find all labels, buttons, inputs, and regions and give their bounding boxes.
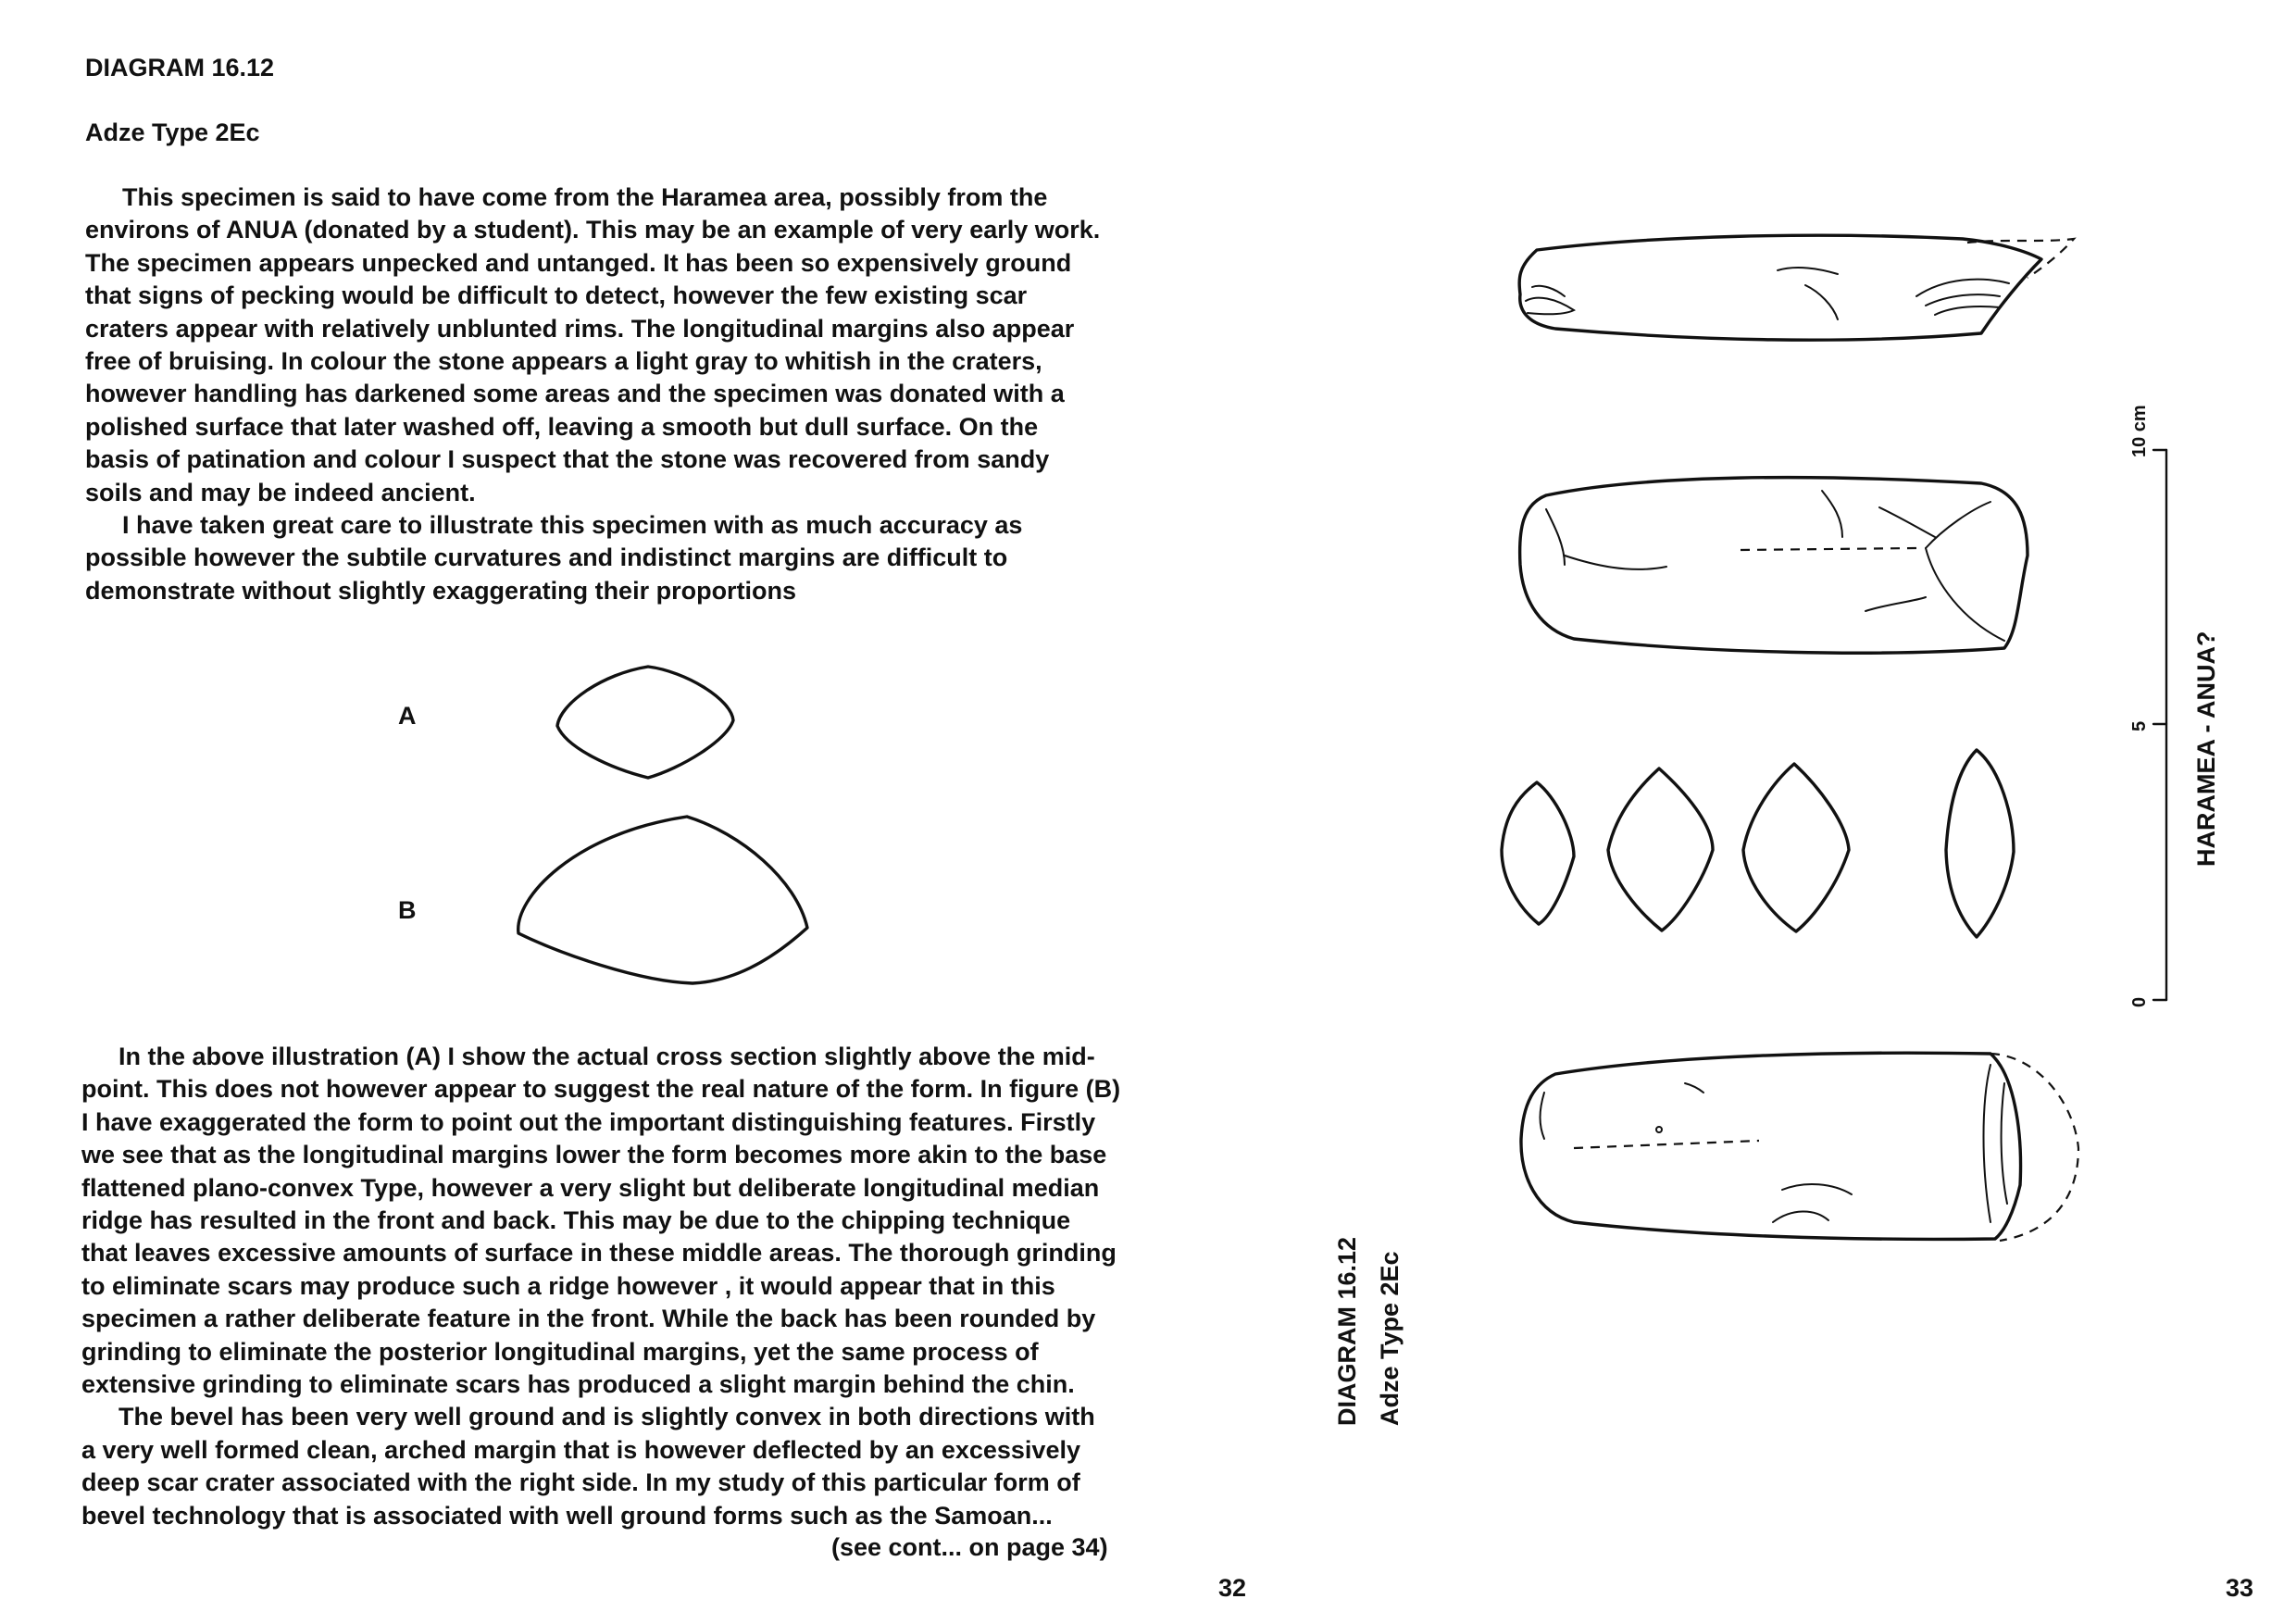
- text-line: environs of ANUA (donated by a student). This may be an example of very early work.: [85, 216, 1101, 244]
- page-number-left: 32: [1218, 1574, 1247, 1602]
- scale-label-10cm: 10 cm: [2129, 405, 2150, 457]
- text-line: I have exaggerated the form to point out the important distinguishing features. Firstly: [81, 1107, 1096, 1136]
- scale-label-0: 0: [2129, 996, 2150, 1007]
- text-line: a very well formed clean, arched margin that is however deflected by an excessively: [81, 1435, 1080, 1464]
- text-line: In the above illustration (A) I show the actual cross section slightly above the mid-: [119, 1043, 1095, 1070]
- scale-bar: [0, 0, 1, 1]
- text-line: demonstrate without slightly exaggerating their proportions: [85, 576, 797, 605]
- text-line: extensive grinding to eliminate scars has produced a slight margin behind the chin.: [81, 1370, 1075, 1399]
- text-line: we see that as the longitudinal margins lower the form becomes more akin to the base: [81, 1141, 1107, 1169]
- text-line: deep scar crater associated with the right side. In my study of this particular form of: [81, 1468, 1080, 1497]
- text-line: This specimen is said to have come from the Haramea area, possibly from the: [122, 183, 1048, 211]
- adze-type-subheading: Adze Type 2Ec: [85, 119, 260, 146]
- text-line: The bevel has been very well ground and is slightly convex in both directions with: [119, 1403, 1095, 1431]
- text-line: craters appear with relatively unblunted rims. The longitudinal margins also appear: [85, 314, 1075, 343]
- scale-label-5: 5: [2129, 720, 2150, 731]
- caption-subtitle-rotated: Adze Type 2Ec: [1376, 1251, 1404, 1426]
- text-line: to eliminate scars may produce such a ridge however , it would appear that in this: [81, 1271, 1055, 1300]
- text-line: free of bruising. In colour the stone appears a light gray to whitish in the craters,: [85, 347, 1042, 376]
- text-line: grinding to eliminate the posterior longitudinal margins, yet the same process of: [81, 1337, 1039, 1366]
- text-line: however handling has darkened some areas and the specimen was donated with a: [85, 380, 1065, 408]
- analysis-text-block: [81, 1041, 1248, 1532]
- diagram-heading: DIAGRAM 16.12: [85, 54, 275, 81]
- intro-text-block: [85, 181, 1242, 607]
- location-label: HARAMEA - ANUA?: [2192, 631, 2220, 867]
- continuation-note: (see cont... on page 34): [831, 1533, 1108, 1561]
- caption-title-rotated: DIAGRAM 16.12: [1333, 1236, 1361, 1426]
- text-line: bevel technology that is associated with well ground forms such as the Samoan...: [81, 1501, 1053, 1530]
- figure-label-a: A: [398, 702, 417, 730]
- text-line: that leaves excessive amounts of surface in these middle areas. The thorough grinding: [81, 1239, 1117, 1268]
- text-line: soils and may be indeed ancient.: [85, 478, 476, 506]
- text-line: I have taken great care to illustrate this specimen with as much accuracy as: [122, 511, 1023, 540]
- page-number-right: 33: [2226, 1574, 2254, 1602]
- text-line: possible however the subtile curvatures and indistinct margins are difficult to: [85, 543, 1008, 572]
- text-line: that signs of pecking would be difficult to detect, however the few existing scar: [85, 281, 1028, 310]
- text-line: specimen a rather deliberate feature in the front. While the back has been rounded by: [81, 1305, 1096, 1333]
- text-line: The specimen appears unpecked and untanged. It has been so expensively ground: [85, 248, 1072, 277]
- text-line: flattened plano-convex Type, however a very slight but deliberate longitudinal median: [81, 1173, 1100, 1202]
- text-line: polished surface that later washed off, leaving a smooth but dull surface. On the: [85, 412, 1039, 441]
- text-line: point. This does not however appear to suggest the real nature of the form. In figure (B): [81, 1075, 1121, 1104]
- figure-label-b: B: [398, 896, 417, 924]
- text-line: ridge has resulted in the front and back. This may be due to the chipping technique: [81, 1206, 1071, 1235]
- text-line: basis of patination and colour I suspect that the stone was recovered from sandy: [85, 445, 1050, 474]
